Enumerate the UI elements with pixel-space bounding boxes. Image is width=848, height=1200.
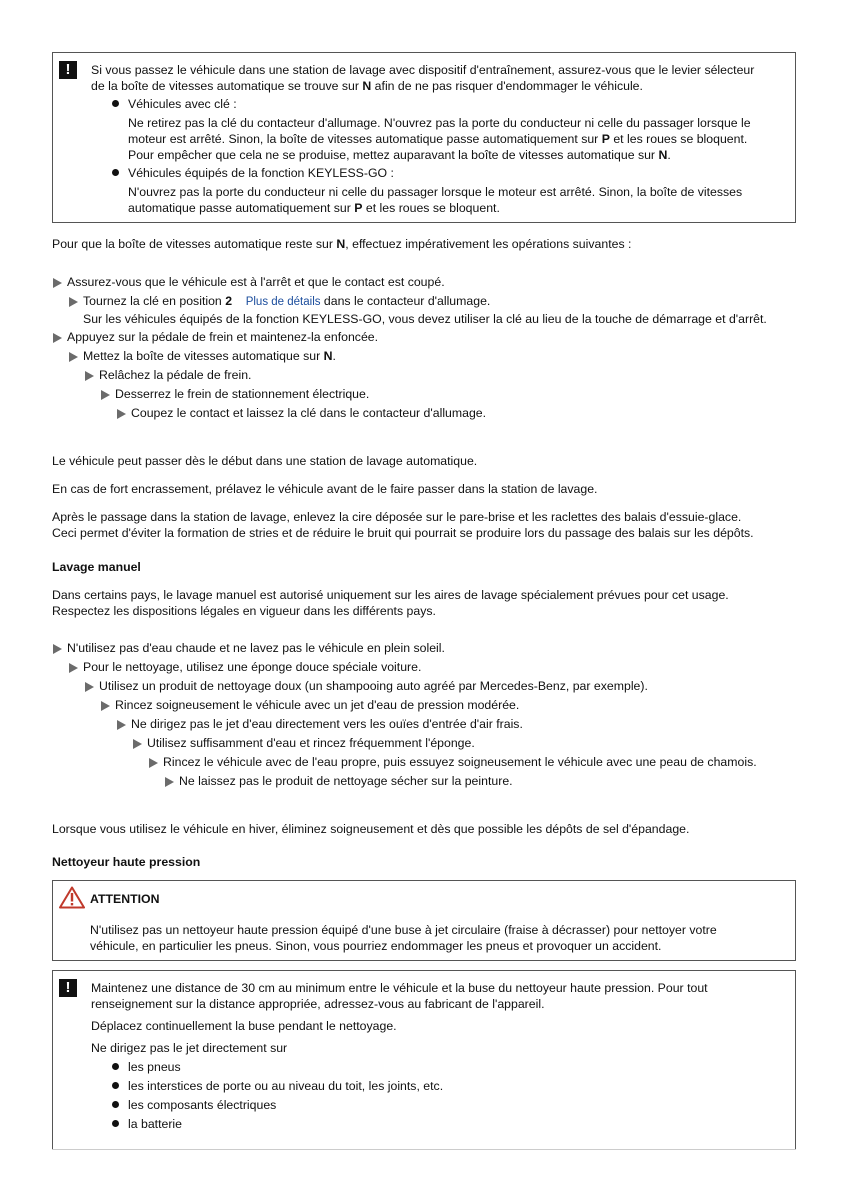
attention-label: ATTENTION bbox=[90, 892, 160, 906]
attention-text: N'utilisez pas un nettoyeur haute pression équipé d'une buse à jet circulaire (fraise à décrasser) pour nettoyer votre bbox=[90, 923, 717, 937]
step-text: Relâchez la pédale de frein. bbox=[99, 368, 252, 382]
attention-box bbox=[52, 880, 796, 961]
notice-text: Pour empêcher que cela ne se produise, mettez auparavant la boîte de vitesses automatique sur N. bbox=[128, 148, 671, 162]
notice-box-car-wash bbox=[52, 52, 796, 223]
notice-text: de la boîte de vitesses automatique se trouve sur N afin de ne pas risquer d'endommager le véhicule. bbox=[91, 79, 643, 93]
paragraph: Ceci permet d'éviter la formation de stries et de réduire le bruit qui pourrait se produire lors du passage des balais sur les dépôts. bbox=[52, 526, 754, 540]
step-text: Rincez le véhicule avec de l'eau propre, puis essuyez soigneusement le véhicule avec une peau de chamois. bbox=[163, 755, 757, 769]
triangle-arrow-icon bbox=[53, 278, 62, 288]
step-text: Ne dirigez pas le jet d'eau directement vers les ouïes d'entrée d'air frais. bbox=[131, 717, 523, 731]
triangle-arrow-icon bbox=[85, 682, 94, 692]
bullet-dot bbox=[112, 1082, 119, 1089]
list-item: les interstices de porte ou au niveau du toit, les joints, etc. bbox=[128, 1079, 444, 1093]
triangle-arrow-icon bbox=[69, 663, 78, 673]
step-text: Tournez la clé en position 2 Plus de détails dans le contacteur d'allumage. bbox=[83, 294, 491, 308]
notice-text: Maintenez une distance de 30 cm au minimum entre le véhicule et la buse du nettoyeur haute pression. Pour tout bbox=[91, 981, 708, 995]
bullet-dot bbox=[112, 1063, 119, 1070]
bullet-dot bbox=[112, 169, 119, 176]
step-text: Pour le nettoyage, utilisez une éponge douce spéciale voiture. bbox=[83, 660, 422, 674]
footer-rule bbox=[52, 1149, 796, 1150]
bullet-dot bbox=[112, 1120, 119, 1127]
section-heading-manual-wash: Lavage manuel bbox=[52, 560, 141, 574]
step-text: N'utilisez pas d'eau chaude et ne lavez pas le véhicule en plein soleil. bbox=[67, 641, 445, 655]
exclamation-icon: ! bbox=[59, 61, 77, 79]
step-text: Appuyez sur la pédale de frein et maintenez-la enfoncée. bbox=[67, 330, 379, 344]
notice-text: automatique passe automatiquement sur P et les roues se bloquent. bbox=[128, 201, 500, 215]
paragraph: Lorsque vous utilisez le véhicule en hiver, éliminez soigneusement et dès que possible les dépôts de sel d'épandage. bbox=[52, 822, 690, 836]
notice-text: Ne retirez pas la clé du contacteur d'allumage. N'ouvrez pas la porte du conducteur ni celle du passager lorsque le bbox=[128, 116, 751, 130]
list-item: les pneus bbox=[128, 1060, 181, 1074]
triangle-arrow-icon bbox=[133, 739, 142, 749]
triangle-arrow-icon bbox=[69, 352, 78, 362]
paragraph: En cas de fort encrassement, prélavez le véhicule avant de le faire passer dans la station de lavage. bbox=[52, 482, 598, 496]
attention-text: véhicule, en particulier les pneus. Sinon, vous pourriez endommager les pneus et provoquer un accident. bbox=[90, 939, 662, 953]
triangle-arrow-icon bbox=[149, 758, 158, 768]
paragraph: Le véhicule peut passer dès le début dans une station de lavage automatique. bbox=[52, 454, 478, 468]
step-note: Sur les véhicules équipés de la fonction KEYLESS-GO, vous devez utiliser la clé au lieu de la touche de démarrage et d'arrêt. bbox=[83, 312, 767, 326]
notice-text: Ne dirigez pas le jet directement sur bbox=[91, 1041, 288, 1055]
notice-text: Si vous passez le véhicule dans une station de lavage avec dispositif d'entraînement, assurez-vous que le levier sélecteur bbox=[91, 63, 755, 77]
triangle-arrow-icon bbox=[117, 720, 126, 730]
bullet-label: Véhicules avec clé : bbox=[128, 97, 237, 111]
notice-text: Déplacez continuellement la buse pendant le nettoyage. bbox=[91, 1019, 397, 1033]
step-text: Utilisez suffisamment d'eau et rincez fréquemment l'éponge. bbox=[147, 736, 475, 750]
triangle-arrow-icon bbox=[85, 371, 94, 381]
section-heading-pressure-washer: Nettoyeur haute pression bbox=[52, 855, 201, 869]
step-text: Coupez le contact et laissez la clé dans le contacteur d'allumage. bbox=[131, 406, 487, 420]
notice-text: N'ouvrez pas la porte du conducteur ni celle du passager lorsque le moteur est arrêté. Sinon, la boîte de vitesses bbox=[128, 185, 743, 199]
warning-triangle-icon bbox=[59, 886, 85, 909]
triangle-arrow-icon bbox=[53, 333, 62, 343]
triangle-arrow-icon bbox=[165, 777, 174, 787]
step-text: Mettez la boîte de vitesses automatique sur N. bbox=[83, 349, 336, 363]
bullet-dot bbox=[112, 1101, 119, 1108]
triangle-arrow-icon bbox=[101, 701, 110, 711]
notice-text: moteur est arrêté. Sinon, la boîte de vitesses automatique passe automatiquement sur P et les roues se bloquent. bbox=[128, 132, 748, 146]
step-text: Ne laissez pas le produit de nettoyage sécher sur la peinture. bbox=[179, 774, 513, 788]
triangle-arrow-icon bbox=[69, 297, 78, 307]
paragraph: Pour que la boîte de vitesses automatique reste sur N, effectuez impérativement les opérations suivantes : bbox=[52, 237, 632, 251]
triangle-arrow-icon bbox=[117, 409, 126, 419]
exclamation-icon: ! bbox=[59, 979, 77, 997]
paragraph: Dans certains pays, le lavage manuel est autorisé uniquement sur les aires de lavage spécialement prévues pour cet usage. bbox=[52, 588, 729, 602]
bullet-dot bbox=[112, 100, 119, 107]
triangle-arrow-icon bbox=[101, 390, 110, 400]
step-text: Rincez soigneusement le véhicule avec un jet d'eau de pression modérée. bbox=[115, 698, 520, 712]
notice-text: renseignement sur la distance appropriée, adressez-vous au fabricant de l'appareil. bbox=[91, 997, 545, 1011]
step-text: Desserrez le frein de stationnement électrique. bbox=[115, 387, 370, 401]
paragraph: Après le passage dans la station de lavage, enlevez la cire déposée sur le pare-brise et les raclettes des balais d'essuie-glace. bbox=[52, 510, 742, 524]
step-text: Utilisez un produit de nettoyage doux (un shampooing auto agréé par Mercedes-Benz, par exemple). bbox=[99, 679, 648, 693]
notice-box-pressure-washer bbox=[52, 970, 796, 1150]
more-details-link[interactable]: Plus de détails bbox=[245, 296, 321, 308]
list-item: la batterie bbox=[128, 1117, 183, 1131]
bullet-label: Véhicules équipés de la fonction KEYLESS-GO : bbox=[128, 166, 394, 180]
step-text: Assurez-vous que le véhicule est à l'arrêt et que le contact est coupé. bbox=[67, 275, 445, 289]
paragraph: Respectez les dispositions légales en vigueur dans les différents pays. bbox=[52, 604, 436, 618]
triangle-arrow-icon bbox=[53, 644, 62, 654]
list-item: les composants électriques bbox=[128, 1098, 277, 1112]
